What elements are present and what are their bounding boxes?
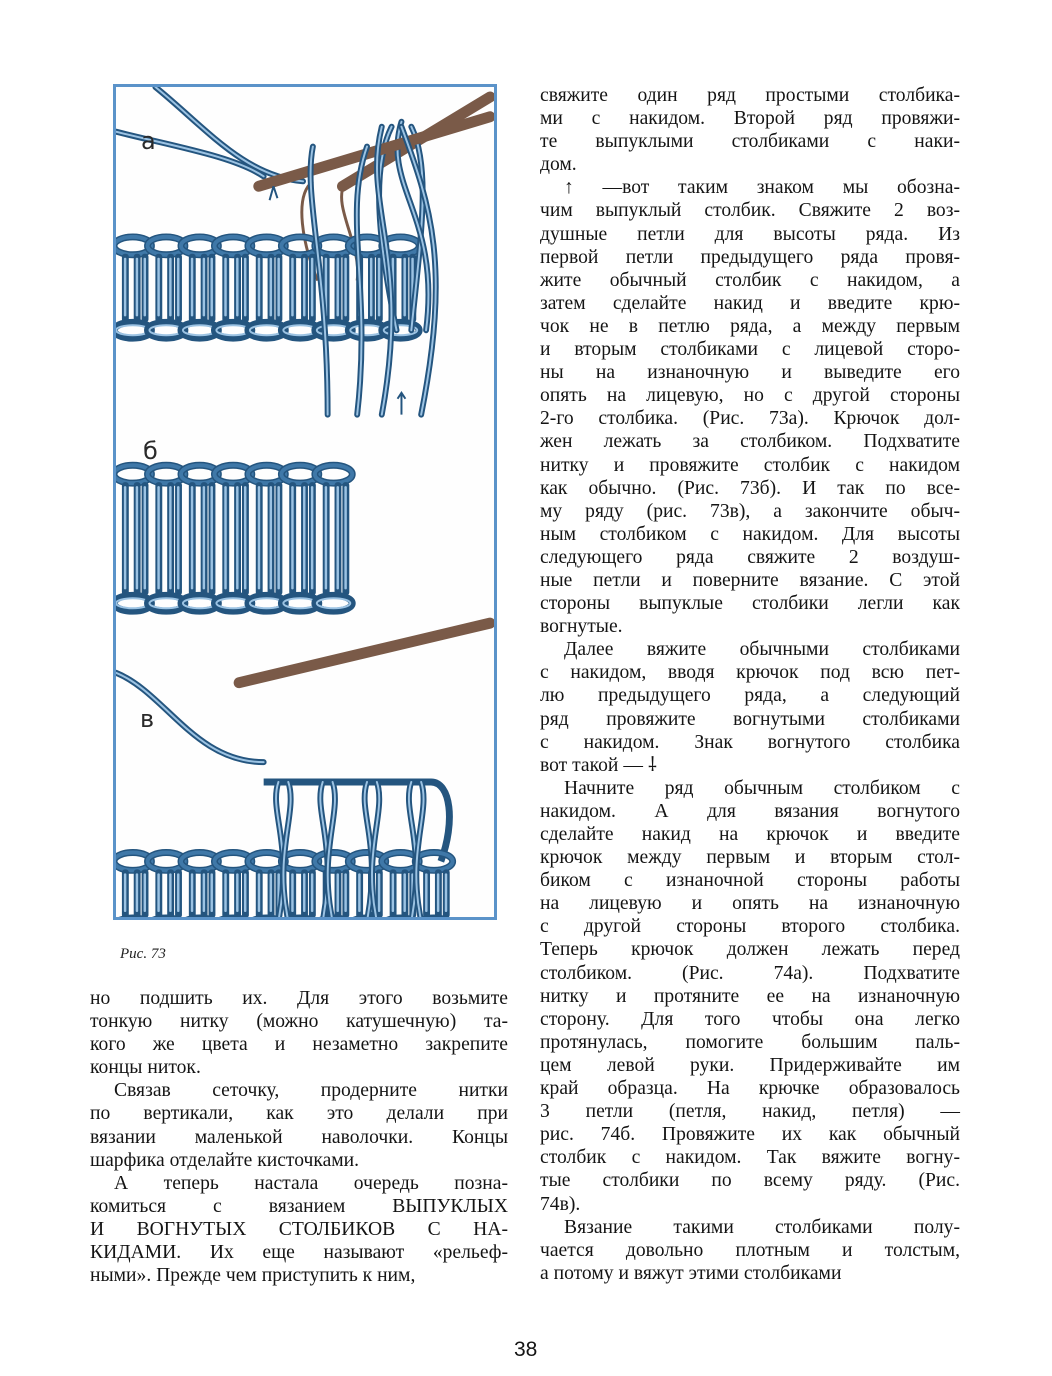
paragraph (540, 176, 960, 638)
panel-v-fabric-post-hl (211, 873, 213, 912)
panel-a-fabric-post-hl (144, 258, 146, 317)
text-line: ным столбиком с накидом. Для высоты (540, 523, 960, 545)
panel-v-fabric-post-hl (258, 873, 260, 912)
arrow-up-icon (398, 393, 406, 415)
text-line: чается довольно плотным и толстым, (540, 1239, 960, 1261)
text-line: тые столбики по всему ряду. (Рис. (540, 1170, 960, 1192)
panel-label-b: б (143, 437, 158, 465)
panel-a-fabric-post-hl (177, 258, 179, 317)
panel-a-fabric-post-hl (258, 258, 260, 317)
panel-b-fabric-post-hl (211, 486, 213, 589)
panel-a-fabric-post-hl (211, 258, 213, 317)
panel-a-fabric-post-hl (378, 258, 380, 317)
panel-label-v: в (140, 705, 155, 733)
text-line: затем сделайте накид и введите крю- (540, 292, 960, 314)
panel-b-fabric-post-hl (337, 486, 339, 589)
text-line: 2-го столбика. (Рис. 73а). Крючок дол- (540, 408, 960, 430)
panel-v-fabric-post-hl (437, 873, 439, 912)
panel-a-fabric-post-hl (224, 258, 226, 317)
text-line: нитку и протяните ее на изнаночную (540, 985, 960, 1007)
panel-a-fabric-post-hl (277, 258, 279, 317)
text-line: столбиком. (Рис. 74а). Подхватите (540, 962, 960, 984)
panel-a-fabric-post-hl (291, 258, 293, 317)
left-column-text (90, 987, 508, 1287)
panel-b-fabric-post-hl (325, 486, 327, 589)
page-number: 38 (514, 1338, 538, 1361)
paragraph (540, 638, 960, 777)
panel-v-fabric-post-hl (203, 873, 205, 912)
text-line: ными». Прежде чем приступить к ним, (90, 1265, 416, 1287)
panel-a-fabric-post-hl (136, 258, 138, 317)
panel-v-fabric-post-hl (344, 873, 346, 912)
panel-v-fabric-post-hl (270, 873, 272, 912)
text-line: накидом. А для вязания вогнутого (540, 800, 960, 822)
text-line: следующего ряда свяжите 2 воздуш- (540, 546, 960, 568)
panel-b-fabric-post-hl (244, 486, 246, 589)
panel-v-hook (239, 623, 490, 683)
panel-a-fabric-post-hl (344, 258, 346, 317)
panel-b-fabric-post-hl (177, 486, 179, 589)
text-line: комиться с вязанием ВЫПУКЛЫХ (90, 1195, 508, 1217)
paragraph (540, 1216, 960, 1285)
panel-v-fabric-post-hl (191, 873, 193, 912)
text-line: шарфика отделайте кисточками. (90, 1149, 360, 1171)
panel-v-fabric-post-hl (311, 873, 313, 912)
text-line: с накидом, вводя крючок под всю пет- (540, 662, 960, 684)
panel-v-fabric-post-hl (445, 873, 447, 912)
panel-v-fabric-post-hl (303, 873, 305, 912)
panel-b-fabric-post-hl (224, 486, 226, 589)
panel-v-fabric-post-hl (291, 873, 293, 912)
text-line: стороны выпуклые столбики легли как (540, 593, 960, 615)
panel-a-fabric-post-hl (303, 258, 305, 317)
panel-b-fabric-post-hl (258, 486, 260, 589)
panel-v-fabric-post-hl (425, 873, 427, 912)
text-line: вот такой — ⸸ (540, 754, 658, 776)
panel-b-fabric-post-hl (144, 486, 146, 589)
text-line: с накидом. Знак вогнутого столбика (540, 731, 960, 753)
text-line: и вторым столбиками с лицевой сторо- (540, 339, 960, 361)
right-column-text (540, 84, 960, 1285)
paragraph (90, 987, 508, 1079)
text-line: душные петли для высоты ряда. Из (540, 223, 960, 245)
text-line: а потому и вяжут этими столбиками (540, 1262, 842, 1284)
text-line: кого же цвета и незаметно закрепите (90, 1034, 508, 1056)
text-line: те выпуклыми столбиками с наки- (540, 131, 960, 153)
text-line: чим выпуклый столбик. Свяжите 2 воз- (540, 200, 960, 222)
paragraph (540, 84, 960, 176)
text-line: как обычно. (Рис. 73б). И так по все- (540, 477, 960, 499)
panel-b-fabric-post-hl (291, 486, 293, 589)
text-line: опять на лицевую, но с другой стороны (540, 385, 960, 407)
paragraph (90, 1172, 508, 1287)
text-line: вязании маленькой наволочки. Концы (90, 1126, 508, 1148)
text-line: Начните ряд обычным столбиком с (564, 777, 960, 799)
text-line: с другой стороны второго столбика. (540, 916, 960, 938)
text-line: ми с накидом. Второй ряд провяжи- (540, 108, 960, 130)
text-line: ↑ —вот таким знаком мы обозна- (564, 177, 960, 199)
text-line: концы ниток. (90, 1057, 201, 1079)
figure-73 (113, 84, 497, 920)
text-line: биком с изнаночной стороны работы (540, 870, 960, 892)
panel-b-fabric-post-hl (344, 486, 346, 589)
panel-a-fabric-post-hl (203, 258, 205, 317)
text-line: столбик с накидом. Так вяжите вогну- (540, 1147, 960, 1169)
text-line: ны на изнаночную и выведите его (540, 362, 960, 384)
text-line: первой петли предыдущего ряда провя- (540, 246, 960, 268)
panel-v-fabric-post-hl (144, 873, 146, 912)
panel-b-fabric-post-hl (311, 486, 313, 589)
panel-b-fabric-post-hl (157, 486, 159, 589)
panel-b-fabric-post-hl (124, 486, 126, 589)
text-line: край образца. На крючке образовалось (540, 1078, 960, 1100)
text-line: жите обычный столбик с накидом, а (540, 269, 960, 291)
panel-v-fabric-post-hl (124, 873, 126, 912)
panel-a-fabric-post-hl (244, 258, 246, 317)
text-line: Теперь крючок должен лежать перед (540, 939, 960, 961)
text-line: протянулась, помогите большим паль- (540, 1031, 960, 1053)
panel-b-fabric-post-hl (203, 486, 205, 589)
text-line: Вязание такими столбиками полу- (564, 1216, 960, 1238)
panel-b-fabric-post-hl (236, 486, 238, 589)
paragraph (90, 1079, 508, 1171)
panel-v-fabric-post-hl (236, 873, 238, 912)
panel-v-fabric-post-hl (157, 873, 159, 912)
panel-label-a: а (141, 127, 156, 155)
panel-a-fabric-post-hl (124, 258, 126, 317)
panel-a-fabric-post-hl (311, 258, 313, 317)
panel-v-fabric-post-hl (224, 873, 226, 912)
text-line: рис. 74б. Провяжите их как обычный (540, 1124, 960, 1146)
text-line: на лицевую и опять на изнаночную (540, 893, 960, 915)
text-line: вогнутые. (540, 616, 623, 638)
panel-a-yarn (155, 87, 303, 181)
crochet-illustration (116, 87, 494, 917)
figure-caption: Рис. 73 (120, 946, 166, 962)
text-line: Далее вяжите обычными столбиками (564, 639, 960, 661)
panel-a-fabric-post-hl (403, 258, 405, 317)
panel-v-fabric-post-hl (136, 873, 138, 912)
text-line: по вертикали, как это делали при (90, 1103, 508, 1125)
text-line: чок не в петлю ряда, а между первым (540, 315, 960, 337)
text-line: свяжите один ряд простыми столбика- (540, 85, 960, 106)
panel-v-fabric-post-hl (244, 873, 246, 912)
text-line: сторону. Для того чтобы она легко (540, 1008, 960, 1030)
text-line: ряд провяжите вогнутыми столбиками (540, 708, 960, 730)
panel-b-fabric-post-hl (303, 486, 305, 589)
text-line: ные петли и поверните вязание. С этой (540, 569, 960, 591)
text-line: 3 петли (петля, накид, петля) — (540, 1101, 960, 1123)
paragraph (540, 777, 960, 1216)
panel-a-yarn-hl (155, 87, 303, 181)
panel-a-fabric-post-hl (157, 258, 159, 317)
text-line: Связав сеточку, продерните нитки (114, 1080, 508, 1102)
text-line: А теперь настала очередь позна- (114, 1172, 508, 1194)
panel-b-fabric-post-hl (136, 486, 138, 589)
panel-a-fabric-post-hl (236, 258, 238, 317)
text-line: 74в). (540, 1193, 581, 1215)
panel-a-fabric-post-hl (169, 258, 171, 317)
text-line: крючок между первым и вторым стол- (540, 847, 960, 869)
panel-b-fabric-post-hl (169, 486, 171, 589)
text-line: нитку и провяжите столбик с накидом (540, 454, 960, 476)
panel-a-fabric-post-hl (270, 258, 272, 317)
text-line: лю предыдущего ряда, а следующий (540, 685, 960, 707)
panel-a-fabric-post-hl (337, 258, 339, 317)
panel-v-fabric-post-hl (378, 873, 380, 912)
text-line: сделайте накид на крючок и введите (540, 824, 960, 845)
panel-b-yarn (116, 132, 264, 177)
text-line: дом. (540, 154, 577, 176)
text-line: И ВОГНУТЫХ СТОЛБИКОВ С НА- (90, 1218, 508, 1240)
panel-v-fabric-post-hl (403, 873, 405, 912)
panel-b-fabric-post-hl (270, 486, 272, 589)
panel-v-fabric-post-hl (177, 873, 179, 912)
panel-v-fabric-post-hl (358, 873, 360, 912)
panel-b-fabric-post-hl (191, 486, 193, 589)
text-line: тонкую нитку (можно катушечную) та- (90, 1011, 508, 1033)
text-line: КИДАМИ. Их еще называют «рельеф- (90, 1242, 508, 1264)
text-line: цем левой руки. Придерживайте им (540, 1054, 960, 1076)
text-line: му ряду (рис. 73в), а закончите обыч- (540, 500, 960, 522)
panel-b-fabric-post-hl (277, 486, 279, 589)
panel-v-fabric-post-hl (337, 873, 339, 912)
panel-a-fabric-post-hl (191, 258, 193, 317)
panel-a-fabric-post-hl (370, 258, 372, 317)
text-line: но подшить их. Для этого возьмите (90, 988, 508, 1009)
panel-v-fabric-post-hl (392, 873, 394, 912)
panel-v-fabric-post-hl (169, 873, 171, 912)
text-line: жен лежать за столбиком. Подхватите (540, 431, 960, 453)
